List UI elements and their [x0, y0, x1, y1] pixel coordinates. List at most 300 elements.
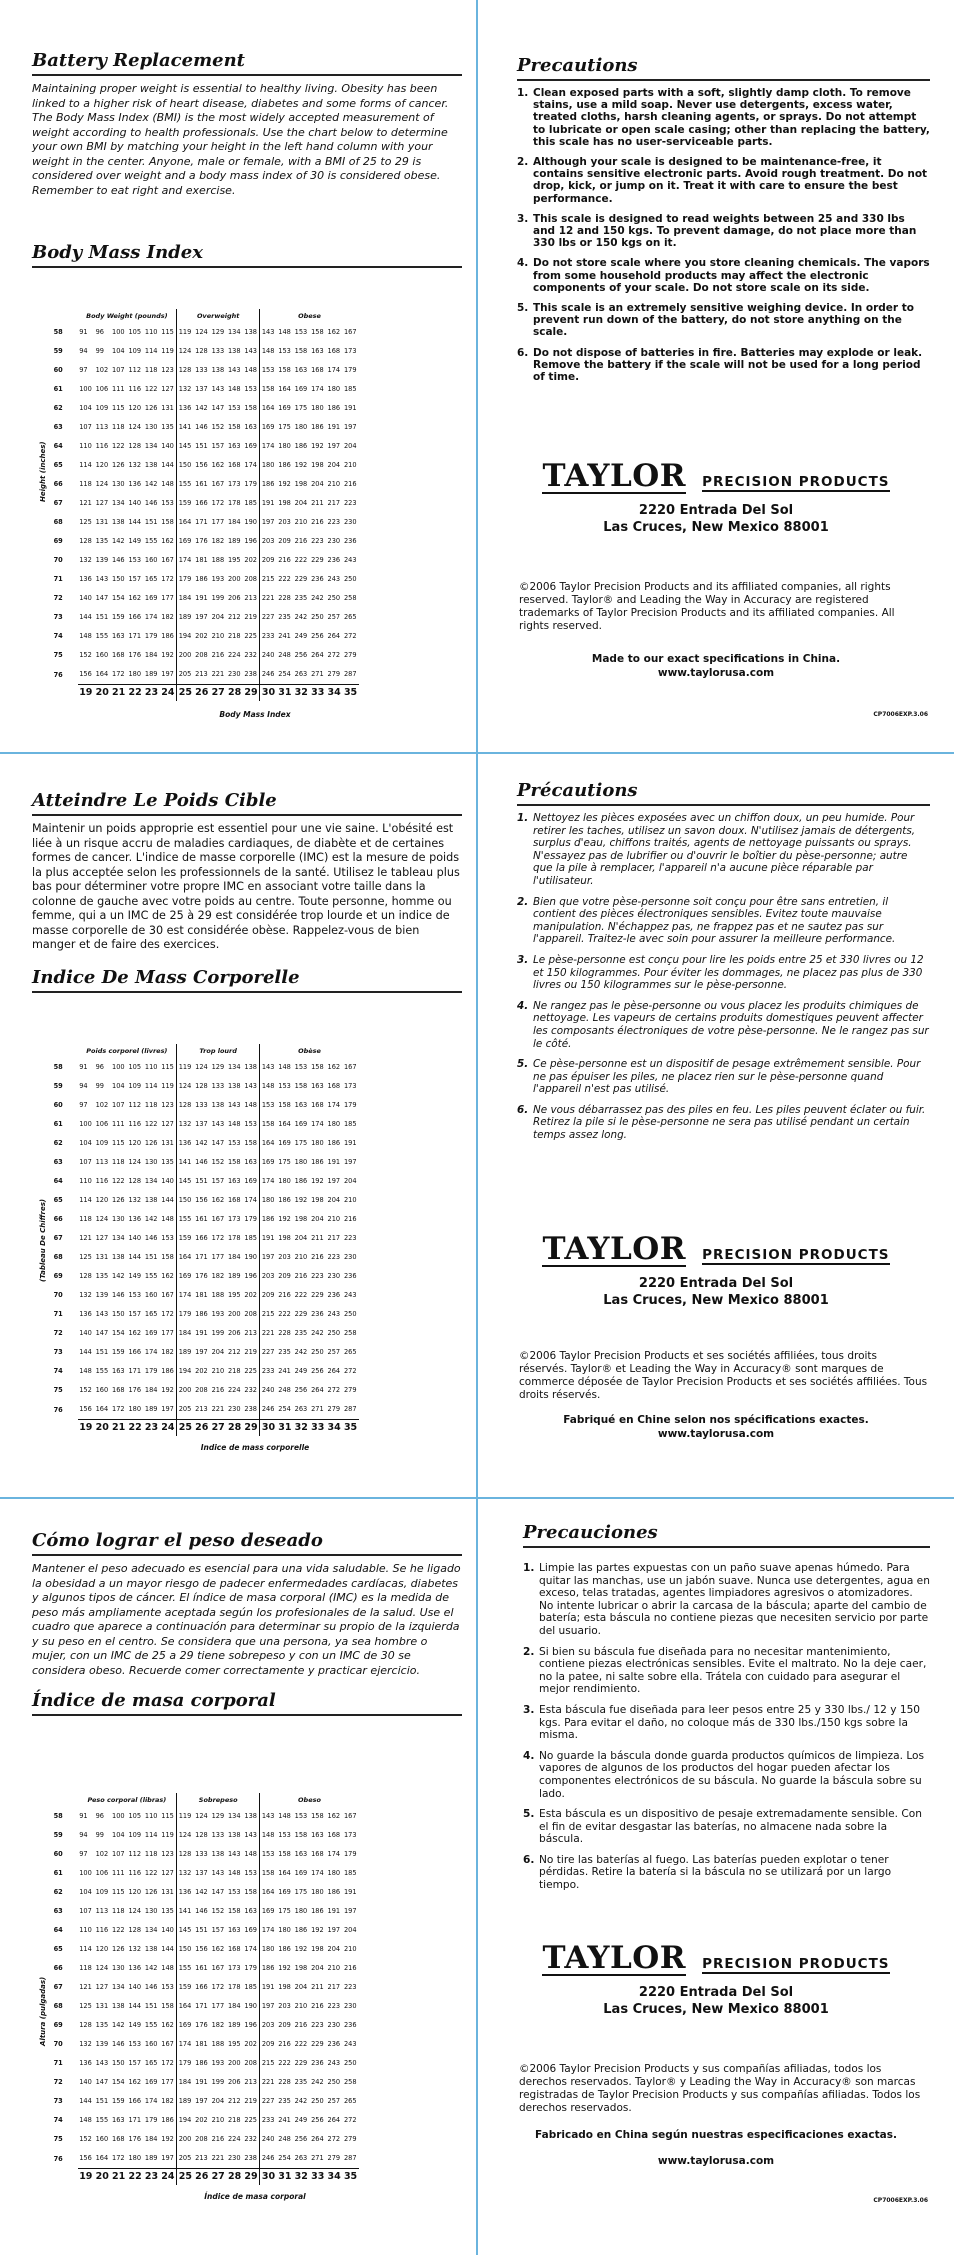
- weight-cell: 188: [211, 556, 225, 565]
- weight-cell: 152: [211, 1907, 225, 1916]
- weight-cell: 224: [227, 1386, 241, 1395]
- weight-cell: 240: [260, 1381, 277, 1400]
- weight-cell: 228: [278, 1329, 291, 1338]
- table-row: [52, 1807, 359, 1826]
- height-cell: 65: [53, 461, 63, 470]
- weight-cell: 143: [211, 385, 225, 394]
- weight-cell: 159: [112, 2097, 125, 2106]
- weight-cell: 179: [343, 1850, 357, 1859]
- table-row: [52, 1864, 359, 1883]
- weight-cell: 204: [211, 613, 225, 622]
- weight-cell: 107: [112, 366, 125, 375]
- table-row: [52, 1096, 359, 1115]
- weight-cell: 264: [327, 1367, 341, 1376]
- weight-cell: 121: [79, 499, 92, 508]
- weight-cell: 177: [161, 1329, 174, 1338]
- weight-cell: 163: [244, 1907, 257, 1916]
- weight-cell: 138: [211, 1850, 225, 1859]
- height-cell: 71: [53, 1310, 63, 1319]
- weight-cell: 158: [161, 518, 174, 527]
- bmi-value-row: [52, 685, 359, 702]
- precaution-item: [523, 1646, 930, 1696]
- weight-cell: 107: [79, 1158, 92, 1167]
- table-row: [52, 513, 359, 532]
- weight-cell: 167: [211, 1964, 225, 1973]
- weight-cell: 159: [177, 1229, 194, 1248]
- weight-cell: 112: [128, 366, 142, 375]
- precaution-number: 4.: [517, 257, 529, 270]
- weight-cell: 256: [311, 2116, 324, 2125]
- weight-cell: 155: [177, 1210, 194, 1229]
- weight-cell: 200: [227, 575, 241, 584]
- height-cell: 76: [53, 1405, 63, 1414]
- weight-cell: 185: [244, 1234, 257, 1243]
- weight-cell: 215: [260, 2054, 277, 2073]
- website-link-fr[interactable]: www.taylorusa.com: [657, 1428, 775, 1440]
- height-cell: 58: [53, 1812, 63, 1821]
- weight-cell: 209: [260, 1286, 277, 1305]
- weight-cell: 230: [227, 670, 241, 679]
- precautions-list-fr: [517, 812, 930, 1142]
- weight-cell: 229: [294, 575, 308, 584]
- weight-cell: 115: [161, 1812, 174, 1821]
- precaution-number: 3.: [517, 212, 529, 225]
- height-cell: 76: [53, 670, 63, 679]
- weight-cell: 238: [244, 1405, 257, 1414]
- weight-cell: 104: [112, 1831, 125, 1840]
- weight-cell: 134: [227, 1063, 241, 1072]
- weight-cell: 176: [128, 1386, 142, 1395]
- weight-cell: 163: [112, 1367, 125, 1376]
- weight-cell: 209: [260, 2035, 277, 2054]
- weight-cell: 146: [195, 423, 208, 432]
- weight-cell: 134: [144, 442, 158, 451]
- weight-cell: 204: [343, 1926, 357, 1935]
- weight-cell: 127: [161, 1120, 174, 1129]
- table-row: [52, 608, 359, 627]
- french-bmi-table: [52, 1044, 359, 1436]
- weight-cell: 111: [112, 1120, 125, 1129]
- weight-cell: 151: [95, 613, 109, 622]
- bmi-value: 28: [226, 2169, 242, 2186]
- weight-cell: 172: [161, 575, 174, 584]
- weight-cell: 179: [177, 570, 194, 589]
- bmi-value: 34: [326, 2169, 342, 2186]
- precaution-text: This scale is an extremely sensitive weighing device. In order to prevent run down of the battery, do not store anything on the scale.: [533, 302, 914, 339]
- weight-cell: 168: [311, 1101, 324, 1110]
- weight-cell: 189: [177, 1343, 194, 1362]
- weight-cell: 156: [79, 2154, 92, 2163]
- weight-cell: 160: [95, 2135, 109, 2144]
- weight-cell: 164: [95, 670, 109, 679]
- table-row: [52, 1267, 359, 1286]
- weight-cell: 210: [327, 1964, 341, 1973]
- weight-cell: 174: [311, 385, 324, 394]
- weight-cell: 118: [112, 1907, 125, 1916]
- weight-cell: 198: [278, 499, 291, 508]
- weight-cell: 205: [177, 2149, 194, 2169]
- weight-cell: 146: [112, 1291, 125, 1300]
- weight-cell: 133: [211, 347, 225, 356]
- height-cell: 60: [53, 1850, 63, 1859]
- weight-cell: 223: [327, 2002, 341, 2011]
- weight-cell: 143: [260, 1807, 277, 1826]
- weight-cell: 223: [327, 518, 341, 527]
- brand-name: TAYLOR: [542, 458, 687, 494]
- table-row: [52, 1229, 359, 1248]
- precaution-text: Ne vous débarrassez pas des piles en feu. Les piles peuvent éclater ou fuir. Retirez la pile si le pèse-personne ne sera pas utilisé pendant un certain temps assez long.: [533, 1103, 926, 1142]
- height-cell: 64: [53, 1926, 63, 1935]
- bmi-value: 19: [78, 2169, 94, 2186]
- weight-cell: 174: [327, 366, 341, 375]
- weight-cell: 119: [161, 1831, 174, 1840]
- weight-cell: 242: [311, 2078, 324, 2087]
- weight-cell: 213: [244, 594, 257, 603]
- weight-cell: 185: [343, 385, 357, 394]
- weight-cell: 158: [311, 328, 324, 337]
- weight-cell: 162: [327, 1812, 341, 1821]
- weight-cell: 118: [144, 1101, 158, 1110]
- bmi-value: 34: [326, 1420, 342, 1437]
- weight-cell: 128: [195, 347, 208, 356]
- weight-cell: 147: [211, 1139, 225, 1148]
- height-cell: 65: [53, 1945, 63, 1954]
- weight-cell: 242: [294, 613, 308, 622]
- brand-name-es: TAYLOR: [542, 1940, 687, 1976]
- weight-cell: 178: [227, 1234, 241, 1243]
- weight-cell: 221: [211, 670, 225, 679]
- weight-cell: 175: [294, 404, 308, 413]
- bmi-value: 31: [277, 2169, 293, 2186]
- weight-cell: 229: [294, 2059, 308, 2068]
- weight-cell: 132: [79, 2040, 92, 2049]
- weight-cell: 191: [195, 2078, 208, 2087]
- weight-cell: 167: [211, 1215, 225, 1224]
- weight-cell: 180: [327, 1869, 341, 1878]
- weight-cell: 163: [112, 632, 125, 641]
- weight-cell: 233: [260, 1362, 277, 1381]
- weight-cell: 142: [112, 537, 125, 546]
- weight-cell: 94: [79, 347, 88, 356]
- weight-cell: 129: [211, 328, 225, 337]
- weight-cell: 122: [144, 385, 158, 394]
- weight-cell: 197: [343, 423, 357, 432]
- weight-cell: 254: [278, 1405, 291, 1414]
- weight-cell: 185: [343, 1120, 357, 1129]
- brand-tag-fr: PRECISION PRODUCTS: [702, 1247, 890, 1263]
- weight-cell: 212: [227, 613, 241, 622]
- weight-cell: 150: [177, 456, 194, 475]
- weight-cell: 167: [161, 1291, 174, 1300]
- weight-cell: 216: [343, 1215, 357, 1224]
- weight-cell: 153: [278, 1082, 291, 1091]
- weight-cell: 250: [327, 1329, 341, 1338]
- weight-cell: 242: [311, 594, 324, 603]
- weight-cell: 141: [177, 1902, 194, 1921]
- weight-cell: 263: [294, 1405, 308, 1414]
- weight-cell: 140: [79, 594, 92, 603]
- height-cell: 74: [53, 1367, 63, 1376]
- weight-cell: 174: [244, 461, 257, 470]
- weight-cell: 160: [95, 1386, 109, 1395]
- weight-cell: 168: [227, 1945, 241, 1954]
- battery-title: Battery Replacement: [32, 50, 462, 76]
- weight-cell: 169: [260, 418, 277, 437]
- weight-cell: 205: [177, 665, 194, 685]
- weight-cell: 142: [144, 1215, 158, 1224]
- height-cell: 63: [53, 1158, 63, 1167]
- weight-cell: 169: [177, 532, 194, 551]
- weight-cell: 140: [79, 2078, 92, 2087]
- weight-cell: 263: [294, 2154, 308, 2163]
- bmi-value: 30: [260, 1420, 277, 1437]
- weight-cell: 145: [177, 437, 194, 456]
- weight-cell: 180: [294, 423, 308, 432]
- weight-cell: 224: [227, 651, 241, 660]
- weight-cell: 159: [177, 1978, 194, 1997]
- weight-cell: 189: [144, 670, 158, 679]
- weight-cell: 204: [343, 1177, 357, 1186]
- weight-cell: 258: [343, 2078, 357, 2087]
- weight-cell: 174: [244, 1196, 257, 1205]
- weight-cell: 228: [278, 2078, 291, 2087]
- weight-cell: 249: [294, 1367, 308, 1376]
- weight-cell: 186: [294, 1926, 308, 1935]
- weight-cell: 106: [95, 1869, 109, 1878]
- website-link-es[interactable]: www.taylorusa.com: [657, 2155, 775, 2167]
- weight-cell: 91: [79, 1812, 88, 1821]
- bmi-value: 23: [143, 1420, 159, 1437]
- weight-cell: 137: [195, 1869, 208, 1878]
- weight-cell: 148: [278, 328, 291, 337]
- bmi-value: 24: [160, 2169, 177, 2186]
- weight-cell: 172: [211, 499, 225, 508]
- weight-cell: 179: [343, 366, 357, 375]
- weight-cell: 236: [327, 1291, 341, 1300]
- weight-cell: 197: [195, 1348, 208, 1357]
- weight-cell: 113: [95, 423, 109, 432]
- height-cell: 70: [53, 1291, 63, 1300]
- table-row: [52, 1902, 359, 1921]
- weight-cell: 241: [278, 2116, 291, 2125]
- weight-cell: 186: [161, 632, 174, 641]
- french-x-caption: Indice de mass corporelle: [200, 1443, 310, 1452]
- weight-cell: 163: [294, 1101, 308, 1110]
- weight-cell: 144: [161, 461, 174, 470]
- weight-cell: 144: [128, 1253, 142, 1262]
- english-bmi-panel: [0, 50, 476, 268]
- precaution-text: Ne rangez pas le pèse-personne ou vous placez les produits chimiques de nettoyage. Les vapeurs de certains produits domestiques peuvent affecter les composants électroniques de votre pèse-personne. Ne le rangez pas sur le côté.: [533, 999, 929, 1050]
- weight-cell: 168: [327, 1082, 341, 1091]
- weight-cell: 180: [260, 1191, 277, 1210]
- weight-cell: 219: [244, 2097, 257, 2106]
- table-row: [52, 1940, 359, 1959]
- bmi-value: 29: [243, 1420, 260, 1437]
- weight-cell: 123: [161, 1850, 174, 1859]
- weight-cell: 138: [144, 1196, 158, 1205]
- weight-cell: 271: [311, 2154, 324, 2163]
- weight-cell: 165: [144, 1310, 158, 1319]
- weight-cell: 124: [195, 1063, 208, 1072]
- weight-cell: 107: [79, 1907, 92, 1916]
- weight-cell: 265: [343, 2097, 357, 2106]
- weight-cell: 174: [260, 437, 277, 456]
- weight-cell: 138: [211, 366, 225, 375]
- weight-cell: 158: [278, 1101, 291, 1110]
- weight-cell: 240: [260, 646, 277, 665]
- weight-cell: 173: [227, 480, 241, 489]
- weight-cell: 97: [79, 366, 88, 375]
- weight-cell: 162: [327, 328, 341, 337]
- weight-cell: 192: [161, 1386, 174, 1395]
- table-row: [52, 1362, 359, 1381]
- weight-cell: 243: [327, 575, 341, 584]
- website-link[interactable]: www.taylorusa.com: [657, 667, 775, 679]
- bmi-value: 32: [293, 1420, 309, 1437]
- weight-cell: 164: [177, 1248, 194, 1267]
- weight-cell: 156: [195, 461, 208, 470]
- weight-cell: 272: [327, 2135, 341, 2144]
- bmi-table: [52, 1044, 359, 1436]
- weight-cell: 191: [260, 1229, 277, 1248]
- precaution-item: [517, 347, 930, 384]
- weight-cell: 155: [95, 2116, 109, 2125]
- weight-cell: 258: [343, 594, 357, 603]
- weight-cell: 150: [112, 2059, 125, 2068]
- weight-cell: 216: [294, 2021, 308, 2030]
- weight-cell: 127: [95, 499, 109, 508]
- weight-cell: 132: [177, 380, 194, 399]
- weight-cell: 180: [327, 385, 341, 394]
- weight-cell: 162: [327, 1063, 341, 1072]
- precaution-text: Limpie las partes expuestas con un paño suave apenas húmedo. Para quitar las manchas, use un jabón suave. Nunca use detergentes, agua en exceso, telas tratadas, agentes limpiadores agresivos o atomizadores. No intente lubricar o abrir la carcasa de la báscula; aparte del cambio de batería; esta báscula no contiene piezas que necesiten servicio por parte del usuario.: [539, 1562, 930, 1637]
- weight-cell: 135: [95, 537, 109, 546]
- weight-cell: 144: [79, 2097, 92, 2106]
- weight-cell: 127: [161, 385, 174, 394]
- precaution-item: [517, 1104, 930, 1142]
- weight-cell: 191: [195, 1329, 208, 1338]
- weight-cell: 196: [244, 1272, 257, 1281]
- weight-cell: 191: [343, 404, 357, 413]
- weight-cell: 230: [343, 2002, 357, 2011]
- weight-cell: 107: [112, 1101, 125, 1110]
- weight-cell: 198: [294, 1964, 308, 1973]
- weight-cell: 130: [144, 1907, 158, 1916]
- weight-cell: 153: [244, 1869, 257, 1878]
- table-row: [52, 2073, 359, 2092]
- weight-cell: 138: [112, 1253, 125, 1262]
- weight-cell: 192: [161, 651, 174, 660]
- weight-cell: 134: [112, 499, 125, 508]
- weight-cell: 163: [244, 1158, 257, 1167]
- weight-cell: 110: [144, 1812, 158, 1821]
- weight-cell: 177: [211, 1253, 225, 1262]
- precaution-number: 5.: [517, 302, 529, 315]
- weight-cell: 123: [161, 1101, 174, 1110]
- height-cell: 67: [53, 1983, 63, 1992]
- weight-cell: 203: [278, 518, 291, 527]
- weight-cell: 163: [112, 2116, 125, 2125]
- table-row: [52, 1959, 359, 1978]
- weight-cell: 179: [144, 2116, 158, 2125]
- weight-cell: 191: [327, 1158, 341, 1167]
- weight-cell: 144: [128, 518, 142, 527]
- table-row: [52, 1826, 359, 1845]
- weight-cell: 169: [177, 2016, 194, 2035]
- weight-cell: 169: [278, 404, 291, 413]
- weight-cell: 179: [244, 480, 257, 489]
- precaution-text: Bien que votre pèse-personne soit conçu pour être sans entretien, il contient des pièces électroniques sensibles. Evitez toute mauvaise manipulation. N'échappez pas, ne frappez pas et ne sautez pas sur l'appareil. Traitez-le avec soin pour assurer la meilleure performance.: [533, 895, 896, 946]
- weight-cell: 208: [195, 2135, 208, 2144]
- weight-cell: 197: [195, 2097, 208, 2106]
- weight-cell: 143: [95, 575, 109, 584]
- weight-cell: 173: [343, 347, 357, 356]
- weight-cell: 152: [79, 651, 92, 660]
- height-cell: 62: [53, 1139, 63, 1148]
- spanish-brand-block: [478, 1942, 954, 2018]
- weight-cell: 216: [278, 1291, 291, 1300]
- weight-cell: 184: [177, 589, 194, 608]
- weight-cell: 120: [128, 1139, 142, 1148]
- weight-cell: 124: [128, 1907, 142, 1916]
- weight-cell: 168: [227, 461, 241, 470]
- weight-cell: 102: [95, 1101, 109, 1110]
- weight-cell: 219: [244, 1348, 257, 1357]
- weight-cell: 158: [294, 1831, 308, 1840]
- weight-cell: 218: [227, 1367, 241, 1376]
- weight-cell: 145: [177, 1921, 194, 1940]
- weight-cell: 186: [195, 2059, 208, 2068]
- bmi-group-header: Overweight: [177, 309, 260, 323]
- weight-cell: 160: [144, 1291, 158, 1300]
- weight-cell: 250: [343, 575, 357, 584]
- address-line-2-fr: Las Cruces, New Mexico 88001: [603, 1293, 829, 1308]
- weight-cell: 248: [278, 651, 291, 660]
- weight-cell: 144: [161, 1196, 174, 1205]
- weight-cell: 116: [95, 1177, 109, 1186]
- weight-cell: 143: [227, 1850, 241, 1859]
- weight-cell: 146: [112, 2040, 125, 2049]
- weight-cell: 230: [227, 1405, 241, 1414]
- weight-cell: 180: [260, 456, 277, 475]
- weight-cell: 235: [278, 613, 291, 622]
- weight-cell: 172: [211, 1234, 225, 1243]
- weight-cell: 204: [294, 499, 308, 508]
- height-cell: 70: [53, 2040, 63, 2049]
- precaution-text: Clean exposed parts with a soft, slightly damp cloth. To remove stains, use a mild soap. Never use detergents, excess water, treated cloths, harsh cleaning agents, or sprays. Do not attempt to lubricate or open scale casing; other than replacing the battery, this scale has no user-serviceable parts.: [533, 87, 930, 148]
- weight-cell: 248: [278, 2135, 291, 2144]
- weight-cell: 175: [278, 1907, 291, 1916]
- weight-cell: 151: [144, 518, 158, 527]
- weight-cell: 140: [128, 499, 142, 508]
- table-row: [52, 1305, 359, 1324]
- weight-cell: 100: [112, 1812, 125, 1821]
- weight-cell: 154: [112, 2078, 125, 2087]
- weight-cell: 153: [294, 1812, 308, 1821]
- weight-cell: 264: [311, 1386, 324, 1395]
- precautions-list-es: [523, 1562, 930, 1892]
- bmi-group-header: Obeso: [260, 1793, 359, 1807]
- weight-cell: 131: [95, 2002, 109, 2011]
- weight-cell: 167: [161, 2040, 174, 2049]
- weight-cell: 104: [79, 404, 92, 413]
- weight-cell: 186: [260, 1210, 277, 1229]
- weight-cell: 193: [211, 1310, 225, 1319]
- weight-cell: 132: [128, 1945, 142, 1954]
- table-row: [52, 1115, 359, 1134]
- precaution-item: [523, 1562, 930, 1638]
- weight-cell: 99: [95, 1082, 104, 1091]
